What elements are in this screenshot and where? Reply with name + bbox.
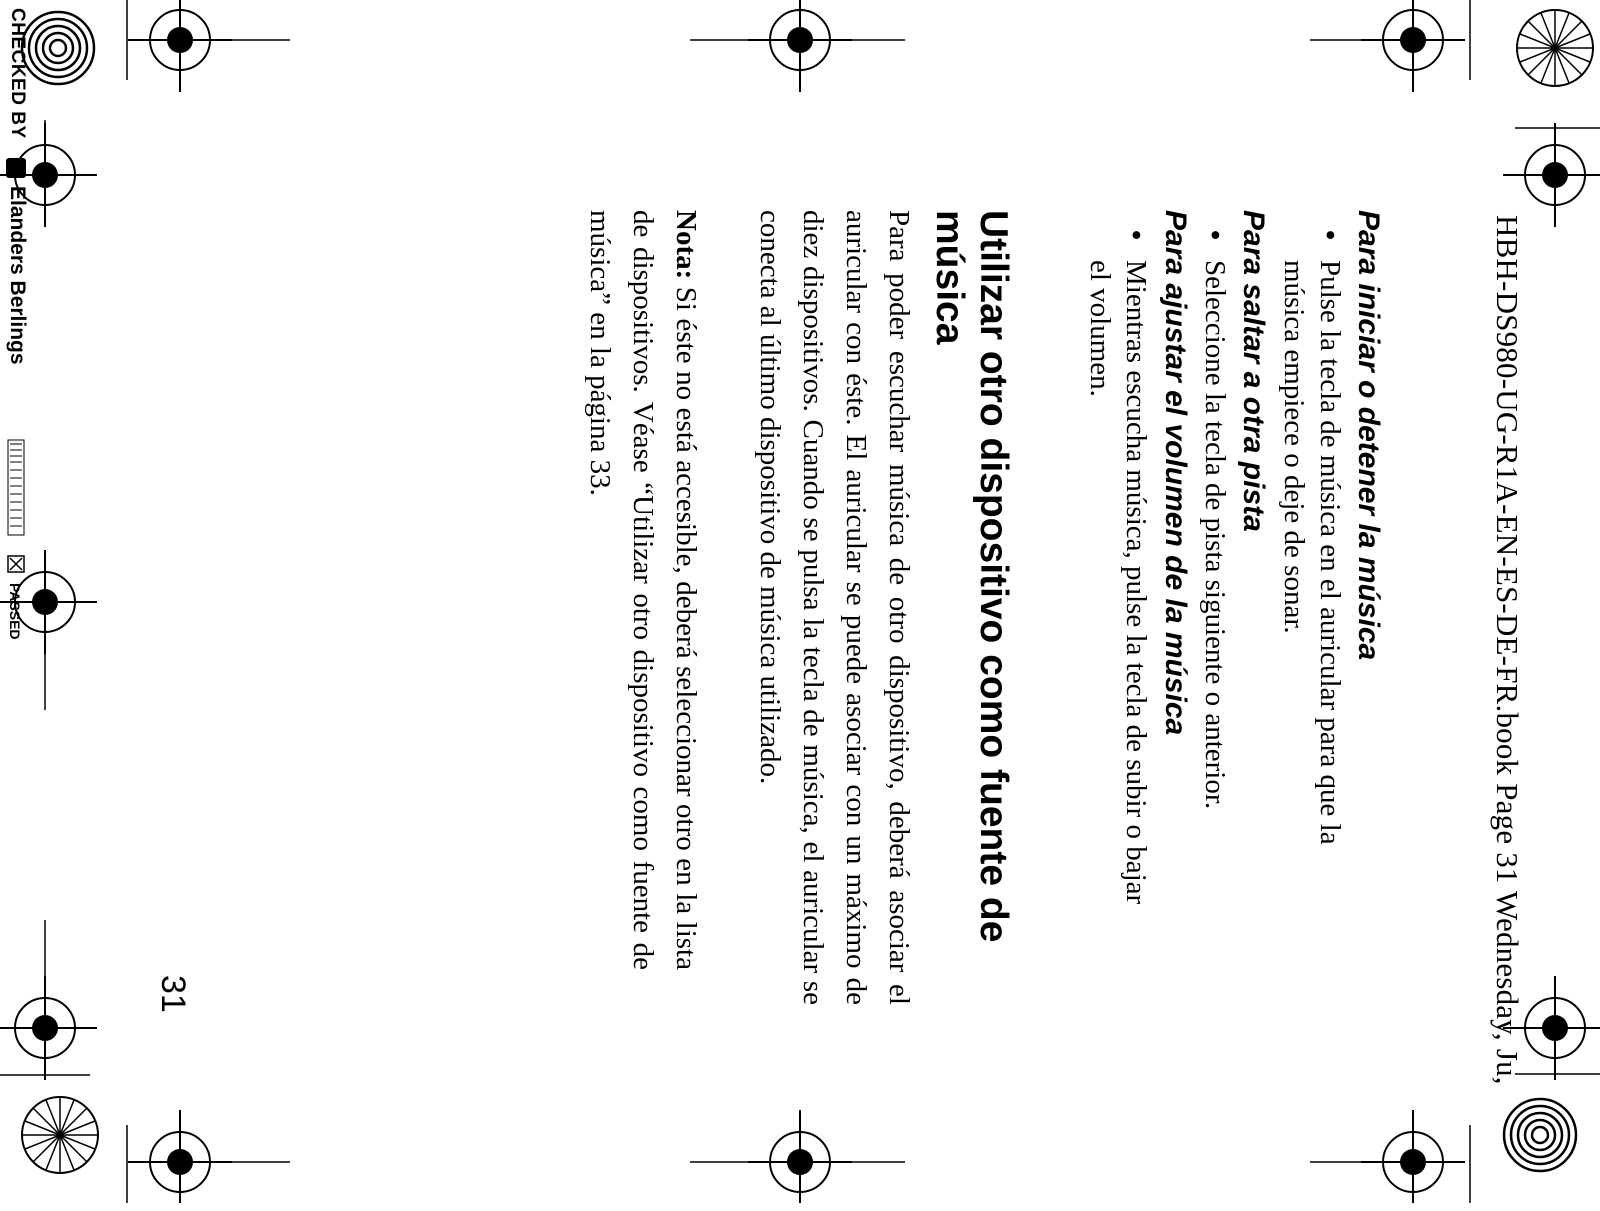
bullet-symbol: • <box>1314 230 1346 241</box>
bullet-symbol: • <box>1120 230 1152 241</box>
note-label: Nota: <box>670 210 702 280</box>
company-name: Elanders Berlings <box>6 186 29 365</box>
passed-label: PASSED <box>7 583 23 640</box>
bullet-play-stop-text: Pulse la tecla de música en el auricular para que la música empiece o deje de sonar. <box>1278 260 1346 845</box>
bullet-play-stop <box>1276 230 1348 850</box>
book-header-text: HBH-DS980-UG-R1A-EN-ES-DE-FR.book Page 31 Wednesday, Ju <box>1490 215 1525 1077</box>
note-paragraph <box>578 210 707 970</box>
bullet-volume-text: Mientras escucha música, pulse la tecla de subir o bajar el volumen. <box>1084 260 1152 905</box>
book-header <box>1489 215 1525 1085</box>
book-header-overflow: , <box>1490 1076 1525 1085</box>
main-heading: Utilizar otro dispositivo como fuente de música <box>928 210 1015 943</box>
bullet-volume <box>1082 230 1154 920</box>
subheading-play-stop: Para iniciar o detener la música <box>1352 210 1385 661</box>
page-number: 31 <box>154 975 192 1013</box>
body-paragraph: Para poder escuchar música de otro dispositivo, deberá asociar el auricular con éste. El auricular se puede asociar con un máximo de diez dispositivos. Cuando se pulsa la tecla de música, el auricular se conecta al último dispositivo de música utilizado. <box>754 210 915 1005</box>
note-text: Si éste no está accesible, deberá seleccionar otro en la lista de dispositivos. Véase “Utilizar otro dispositivo como fuente de música” en la página 33. <box>584 210 702 970</box>
checked-by-label: CHECKED BY <box>7 8 28 139</box>
bullet-skip-track <box>1197 230 1233 980</box>
bullet-symbol: • <box>1199 230 1231 241</box>
subheading-skip-track: Para saltar a otra pista <box>1237 210 1270 532</box>
bullet-skip-track-text: Seleccione la tecla de pista siguiente o anterior. <box>1199 260 1231 810</box>
subheading-volume: Para ajustar el volumen de la música <box>1159 210 1192 736</box>
